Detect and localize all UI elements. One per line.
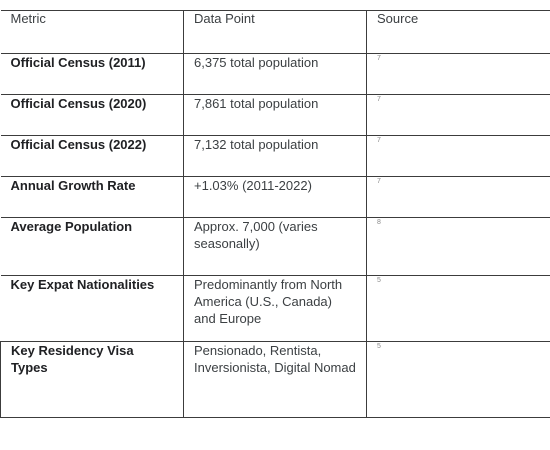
source-footnote[interactable]: 7 [367,95,550,136]
table-row [1,342,550,418]
metric-cell: Key Residency Visa Types [1,342,184,418]
data-point-cell: Pensionado, Rentista, Inversionista, Digital Nomad [184,342,367,418]
data-point-cell: Approx. 7,000 (varies seasonally) [184,218,367,276]
table-row [1,177,550,218]
metric-cell: Annual Growth Rate [1,177,184,218]
data-point-cell: 6,375 total population [184,54,367,95]
column-header-source: Source [367,11,550,54]
data-point-cell: 7,132 total population [184,136,367,177]
metric-cell: Official Census (2011) [1,54,184,95]
data-point-cell: Predominantly from North America (U.S., Canada) and Europe [184,276,367,342]
metric-cell: Official Census (2022) [1,136,184,177]
column-header-data-point: Data Point [184,11,367,54]
metric-cell: Average Population [1,218,184,276]
source-footnote[interactable]: 5 [367,342,550,418]
source-footnote[interactable]: 7 [367,136,550,177]
table-row [1,95,550,136]
data-point-cell: +1.03% (2011-2022) [184,177,367,218]
source-footnote[interactable]: 5 [367,276,550,342]
source-footnote[interactable]: 8 [367,218,550,276]
source-footnote[interactable]: 7 [367,54,550,95]
table-row [1,218,550,276]
table-row [1,54,550,95]
table-row [1,276,550,342]
header-row [1,11,550,54]
table-row [1,136,550,177]
source-footnote[interactable]: 7 [367,177,550,218]
data-point-cell: 7,861 total population [184,95,367,136]
metric-cell: Official Census (2020) [1,95,184,136]
metric-cell: Key Expat Nationalities [1,276,184,342]
data-table [0,10,550,418]
column-header-metric: Metric [1,11,184,54]
